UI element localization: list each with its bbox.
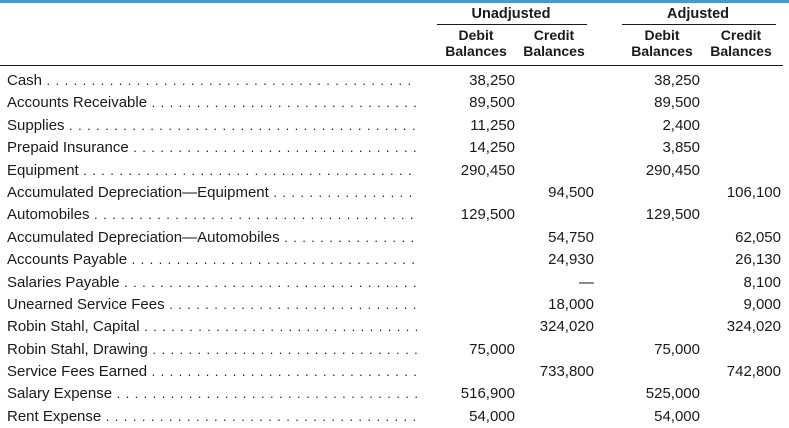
account-name: Unearned Service Fees . . .: [7, 294, 417, 316]
header-line: Credit: [720, 27, 762, 43]
unadjusted-credit-cell: 24,930: [548, 251, 594, 269]
adjusted-debit-cell: 75,000: [654, 340, 700, 358]
unadjusted-debit-cell: 38,250: [469, 72, 515, 89]
table-row: [7, 316, 787, 338]
account-name: Prepaid Insurance . . .: [7, 137, 417, 159]
header-line: Balances: [445, 43, 507, 59]
unadjusted-debit-cell: 54,000: [469, 407, 515, 425]
account-name: Robin Stahl, Capital . . .: [7, 316, 417, 338]
adjusted-credit-cell: 324,020: [726, 318, 781, 336]
table-row: [7, 383, 787, 405]
table-row: [7, 92, 787, 114]
adjusted-credit-cell: 8,100: [743, 273, 781, 291]
unadjusted-credit-cell: 18,000: [548, 295, 594, 313]
account-name: Salaries Payable . . .: [7, 272, 417, 294]
adjusted-credit-cell: 9,000: [743, 295, 781, 313]
unadjusted-credit-cell: 324,020: [539, 318, 594, 336]
adjusted-debit-cell: 89,500: [654, 94, 700, 112]
adjusted-debit-cell: 129,500: [645, 206, 700, 224]
unadjusted-debit-cell: 516,900: [460, 385, 515, 403]
unadjusted-debit-cell: 129,500: [460, 206, 515, 224]
account-name: Cash . . .: [7, 70, 417, 92]
account-name: Service Fees Earned . . .: [7, 361, 417, 383]
adjusted-debit-cell: 2,400: [662, 116, 700, 134]
table-row: [7, 361, 787, 383]
adjusted-credit-cell: 742,800: [726, 363, 781, 381]
unadjusted-debit-cell: 14,250: [469, 139, 515, 157]
table-row: [7, 406, 787, 428]
unadjusted-credit-cell: 94,500: [548, 183, 594, 201]
table-row: [7, 294, 787, 316]
unadjusted-credit-cell: 54,750: [548, 228, 594, 246]
top-accent-rule: [0, 0, 789, 3]
account-name: Equipment . . .: [7, 160, 417, 182]
unadjusted-credit-cell: —: [579, 273, 594, 291]
table-row: [7, 227, 787, 249]
adjusted-debit-cell: 290,450: [645, 161, 700, 179]
unadjusted-debit-cell: 75,000: [469, 340, 515, 358]
adjusted-debit-cell: 525,000: [645, 385, 700, 403]
unadjusted-debit-header: [441, 27, 511, 59]
adjusted-credit-cell: 106,100: [726, 183, 781, 201]
table-row: [7, 339, 787, 361]
table-row: [7, 204, 787, 226]
adjusted-group-rule: [622, 24, 776, 25]
adjusted-debit-cell: 3,850: [662, 139, 700, 157]
header-line: Balances: [631, 43, 693, 59]
unadjusted-credit-header: [519, 27, 589, 59]
adjusted-debit-cell: 54,000: [654, 407, 700, 425]
trial-balance-table: [7, 70, 787, 428]
table-row: [7, 70, 787, 92]
account-name: Automobiles . . .: [7, 204, 417, 226]
table-row: [7, 160, 787, 182]
header-line: Balances: [523, 43, 585, 59]
header-line: Credit: [533, 27, 575, 43]
unadjusted-group-rule: [437, 24, 587, 25]
header-line: Balances: [710, 43, 772, 59]
adjusted-debit-header: [627, 27, 697, 59]
account-name: Accounts Receivable . . .: [7, 92, 417, 114]
adjusted-credit-cell: 62,050: [735, 228, 781, 246]
adjusted-group-header: Adjusted: [666, 6, 730, 22]
unadjusted-debit-cell: 89,500: [469, 94, 515, 112]
account-name: Rent Expense . . .: [7, 406, 417, 428]
account-name: Accounts Payable . . .: [7, 249, 417, 271]
unadjusted-credit-cell: 733,800: [539, 363, 594, 381]
account-name: Robin Stahl, Drawing . . .: [7, 339, 417, 361]
adjusted-credit-header: [706, 27, 776, 59]
table-row: [7, 182, 787, 204]
account-name: Salary Expense . . .: [7, 383, 417, 405]
adjusted-debit-cell: 38,250: [654, 72, 700, 89]
table-row: [7, 137, 787, 159]
header-rule: [0, 65, 783, 66]
account-name: Accumulated Depreciation—Equipment . . .: [7, 182, 417, 204]
table-row: [7, 115, 787, 137]
header-line: Debit: [458, 27, 494, 43]
table-row: [7, 249, 787, 271]
unadjusted-debit-cell: 290,450: [460, 161, 515, 179]
account-name: Accumulated Depreciation—Automobiles . . .: [7, 227, 417, 249]
unadjusted-group-header: Unadjusted: [471, 6, 551, 22]
header-line: Debit: [644, 27, 680, 43]
unadjusted-debit-cell: 11,250: [470, 116, 515, 134]
account-name: Supplies . . .: [7, 115, 417, 137]
table-row: [7, 272, 787, 294]
adjusted-credit-cell: 26,130: [735, 251, 781, 269]
